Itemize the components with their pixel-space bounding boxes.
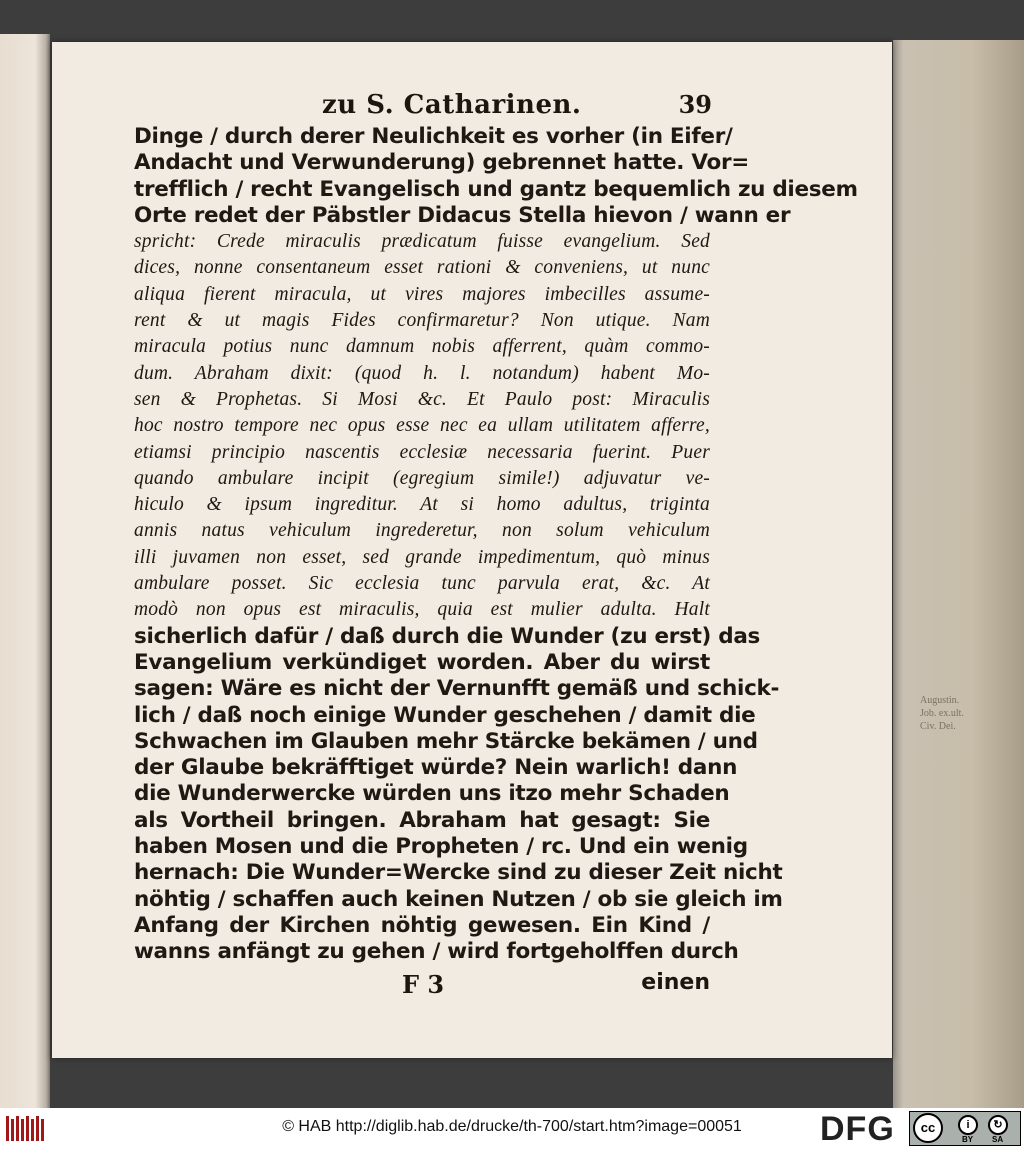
text-line: sagen: Wäre es nicht der Vernunfft gemäß und schick- [134,676,780,702]
running-title: zu S. Catharinen. [322,90,582,120]
dfg-logo: DFG [820,1110,895,1148]
text-line: hiculo & ipsum ingreditur. At si homo adultus, triginta [134,494,710,516]
text-line: nöhtig / schaffen auch keinen Nutzen / ob sie gleich im [134,886,783,912]
body-text [134,124,858,966]
attribution-icon: i [958,1115,978,1135]
creative-commons-license-badge[interactable] [909,1111,1021,1146]
previous-page-edge [0,34,50,1108]
page-text-block [134,86,858,1002]
copyright-link[interactable]: © HAB http://diglib.hab.de/drucke/th-700/start.htm?image=00051 [282,1118,742,1135]
text-line: trefflich / recht Evangelisch und gantz bequemlich zu diesem [134,176,858,202]
sa-label: SA [992,1135,1004,1144]
text-line: illi juvamen non esset, sed grande impedimentum, quò minus [134,546,710,568]
text-line: dum. Abraham dixit: (quod h. l. notandum) habent Mo- [134,362,710,384]
text-line: sicherlich dafür / daß durch die Wunder (zu erst) das [134,623,761,649]
text-line: haben Mosen und die Propheten / rc. Und ein wenig [134,834,748,860]
text-line: aliqua fierent miracula, ut vires majores imbecilles assume- [134,283,710,305]
text-line: dices, nonne consentaneum esset rationi & conveniens, ut nunc [134,257,710,279]
text-line: hoc nostro tempore nec opus esse nec ea ullam utilitatem afferre, [134,415,710,437]
text-line: hernach: Die Wunder=Wercke sind zu dieser Zeit nicht [134,860,783,886]
text-line: Anfang der Kirchen nöhtig gewesen. Ein Kind / [134,912,710,938]
text-line: spricht: Crede miraculis prædicatum fuisse evangelium. Sed [134,231,710,253]
text-line: miracula potius nunc damnum nobis afferrent, quàm commo- [134,336,710,358]
page-footer [134,968,710,1002]
next-page-edge [893,40,1024,1108]
text-line: Andacht und Verwunderung) gebrennet hatte. Vor= [134,150,750,176]
text-line: lich / daß noch einige Wunder geschehen / damit die [134,702,756,728]
text-line: sen & Prophetas. Si Mosi &c. Et Paulo post: Miraculis [134,388,710,410]
text-line: Orte redet der Päbstler Didacus Stella hievon / wann er [134,202,791,228]
page-number: 39 [678,90,712,119]
text-line: rent & ut magis Fides confirmaretur? Non utique. Nam [134,310,710,332]
by-label: BY [962,1135,974,1144]
viewer-footer-bar [0,1108,1024,1149]
cc-icon: cc [913,1113,943,1143]
running-head [134,86,710,124]
margin-note: Augustin. [920,695,960,706]
text-line: Dinge / durch derer Neulichkeit es vorher (in Eifer/ [134,124,733,149]
text-line: etiamsi principio nascentis ecclesiæ necessaria fuerint. Puer [134,441,710,463]
book-page [52,42,892,1058]
text-line: modò non opus est miraculis, quia est mulier adulta. Halt [134,599,710,621]
catchword: einen [641,969,710,995]
share-alike-icon: ↻ [988,1115,1008,1135]
text-line: als Vortheil bringen. Abraham hat gesagt: Sie [134,807,710,833]
text-line: die Wunderwercke würden uns itzo mehr Schaden [134,781,730,807]
signature-mark: F 3 [402,969,445,999]
margin-note: Civ. Dei. [920,721,956,732]
text-line: der Glaube bekräfftiget würde? Nein warlich! dann [134,755,738,781]
text-line: ambulare posset. Sic ecclesia tunc parvula erat, &c. At [134,573,710,595]
text-line: Schwachen im Glauben mehr Stärcke bekämen / und [134,728,758,754]
text-line: Evangelium verkündiget worden. Aber du wirst [134,649,710,675]
margin-note: Job. ex.ult. [920,708,964,719]
text-line: annis natus vehiculum ingrederetur, non solum vehiculum [134,520,710,542]
text-line: wanns anfängt zu gehen / wird fortgeholffen durch [134,939,739,965]
text-line: quando ambulare incipit (egregium simile!) adjuvatur ve- [134,467,710,489]
